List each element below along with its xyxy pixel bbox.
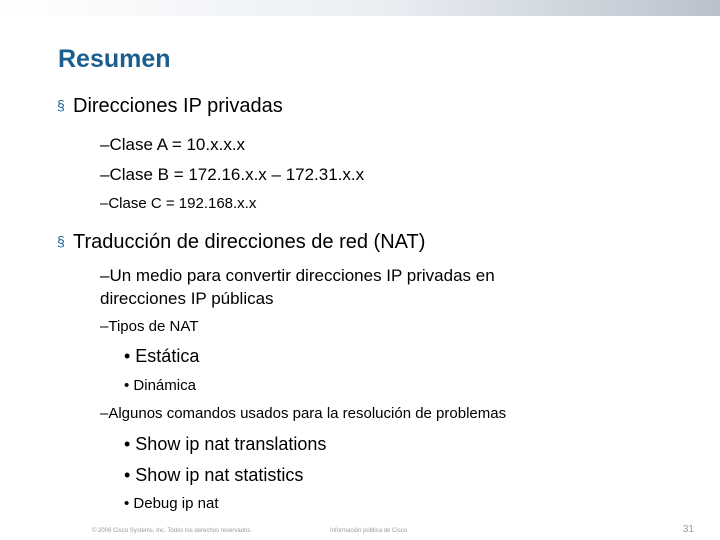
nat-description-line1: –Un medio para convertir direcciones IP privadas en bbox=[100, 266, 495, 285]
command-statistics: • Show ip nat statistics bbox=[124, 465, 304, 485]
class-c-item: –Clase C = 192.168.x.x bbox=[100, 195, 257, 212]
command-debug: • Debug ip nat bbox=[124, 495, 219, 512]
bullet-square-icon: § bbox=[57, 97, 65, 113]
nat-description-line2: direcciones IP públicas bbox=[100, 289, 274, 308]
nat-type-static: • Estática bbox=[124, 346, 200, 366]
footer-classification: Información pública de Cisco bbox=[330, 528, 408, 534]
class-a-item: –Clase A = 10.x.x.x bbox=[100, 135, 246, 154]
nat-types-label: –Tipos de NAT bbox=[100, 318, 199, 335]
class-b-item: –Clase B = 172.16.x.x – 172.31.x.x bbox=[100, 165, 365, 184]
nat-type-dynamic: • Dinámica bbox=[124, 377, 196, 394]
bullet-private-ip bbox=[57, 95, 283, 118]
command-translations: • Show ip nat translations bbox=[124, 434, 327, 454]
page-number: 31 bbox=[682, 524, 694, 535]
bullet-nat bbox=[57, 231, 425, 254]
nat-commands-label: –Algunos comandos usados para la resolución de problemas bbox=[100, 405, 507, 422]
bullet-square-icon: § bbox=[57, 233, 65, 249]
footer-copyright: © 2006 Cisco Systems, Inc. Todos los derechos reservados. bbox=[92, 528, 253, 534]
private-ip-heading: Direcciones IP privadas bbox=[73, 95, 283, 117]
slide-title: Resumen bbox=[58, 45, 171, 73]
nat-heading: Traducción de direcciones de red (NAT) bbox=[73, 231, 426, 253]
